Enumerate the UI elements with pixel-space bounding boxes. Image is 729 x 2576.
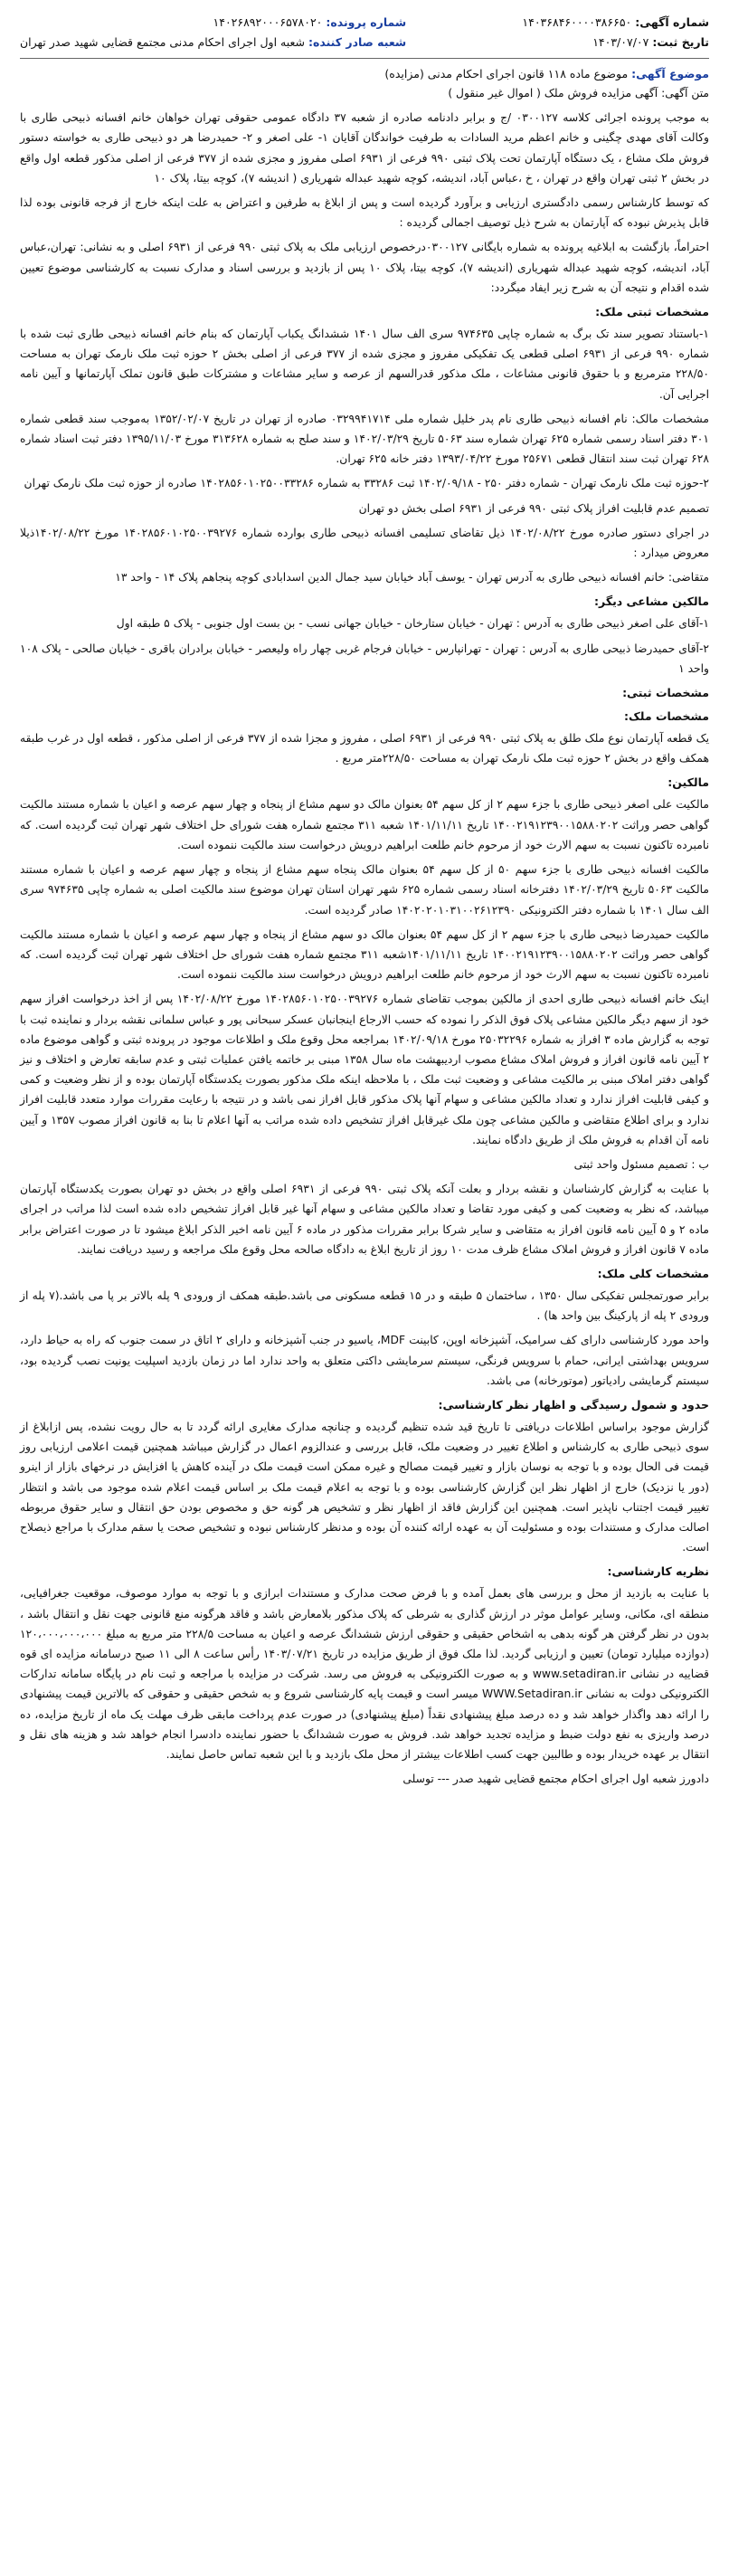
body-paragraph: ۲-حوزه ثبت ملک نارمک تهران - شماره دفتر ۲۵۰ - ۱۴۰۲/۰۹/۱۸ ثبت ۳۳۲۸۶ به شماره ۱۴۰۲۸۵۶۰۱۰۲۵۰۰۳۳۲۸۶ صادره از حوزه ثبت ملک نارمک تهران [24, 477, 709, 490]
notice-date-label: تاریخ ثبت: [652, 35, 709, 49]
subject-text: موضوع ماده ۱۱۸ قانون اجرای احکام مدنی (مزایده) [384, 67, 629, 81]
subject-label: موضوع آگهی: [631, 67, 709, 81]
section-heading-registry: مشخصات ثبتی ملک: [595, 305, 709, 319]
issuing-branch: شعبه اول اجرای احکام مدنی مجتمع قضایی شهید صدر تهران [20, 35, 305, 49]
body-paragraph: که توسط کارشناس رسمی دادگستری ارزیابی و برآورد گردیده است و پس از ابلاغ به طرفین و اعتراض به علت اینکه خارج از فرجه قانونی بوده لذا قابل پذیرش نبوده که آپارتمان به شرح ذیل توصیف اجمالی گردیده : [20, 196, 709, 230]
body-paragraph: تصمیم عدم قابلیت افراز پلاک ثبتی ۹۹۰ فرعی از ۶۹۳۱ اصلی بخش دو تهران [358, 501, 709, 515]
notice-number: ۱۴۰۳۶۸۴۶۰۰۰۰۳۸۶۶۵۰ [522, 15, 632, 29]
section-heading-property: مشخصات ملک: [623, 709, 709, 724]
notice-date: ۱۴۰۳/۰۷/۰۷ [592, 35, 649, 49]
body-paragraph: در اجرای دستور صادره مورخ ۱۴۰۲/۰۸/۲۲ ذیل تقاضای تسلیمی افسانه ذبیحی طاری بوارده شماره ۱۴۰۲۸۵۶۰۱۰۲۵۰۰۳۹۲۷۶ مورخ ۱۴۰۲/۰۸/۲۲ذیلا معروض میدارد : [20, 526, 709, 560]
body-paragraph: متقاضی: خانم افسانه ذبیحی طاری به آدرس تهران - یوسف آباد خیابان سید جمال الدین اسدابادی کوچه پنجاهم پلاک ۱۴ - واحد ۱۳ [115, 571, 709, 585]
body-paragraph: مشخصات مالک: نام افسانه ذبیحی طاری نام پدر خلیل شماره ملی ۰۳۲۹۹۴۱۷۱۴ صادره از تهران در تاریخ ۱۳۵۲/۰۲/۰۷ به‌موجب سند قطعی شماره ۳۰۱ دفتر اسناد رسمی شماره ۶۲۵ تهران شماره سند ۵۰۶۳ تاریخ ۱۴۰۲/۰۳/۲۹ و سند صلح به شماره ۳۱۳۶۲۸ مورخ ۱۳۹۵/۱۱/۰۳ دفتر ثبت اسناد شماره ۶۲۸ تهران ثبت سند انتقال قطعی ۲۵۶۷۱ مورخ ۱۳۹۳/۰۴/۲۲ دفتر خانه ۶۲۵ تهران. [20, 412, 709, 466]
body-heading: متن آگهی: آگهی مزایده فروش ملک ( اموال غیر منقول ) [448, 87, 709, 100]
body-paragraph: گزارش موجود براساس اطلاعات دریافتی تا تاریخ قید شده تنظیم گردیده و چنانچه مدارک مغایری ارائه گردد تا به حال رویت نشده، پس ازابلاغ از سوی ذبیحی طاری به کارشناس و اطلاع تغییر در وضعیت ملک، قابل بررسی و عندالزوم اعمال در گزارش میباشد همچنین قیمت اعلامی ارزیابی روز قیمت فی الحال بوده و با توجه به نوسان بازار و تغییر قیمت مصالح و غیره ممکن است قیمت ملک در آینده کاهش یا افزایش در نرخهای بازار از اینرو (دور یا نزدیک) خارج از اظهار نظر این گزارش کارشناسی بوده و با توجه به اعلام قیمت ملک بر اساس قیمت اعلام شده موجود می باشد و انتظار تغییر قیمت اجتناب ناپذیر است. همچنین این گزارش فاقد از اظهار نظر و تشخیص هر گونه حق و مخصوص بودن حق انتقال و سایر حقوق مربوطه اصالت مدارک و مستندات بوده و مسئولیت آن به عهده ارائه کننده آن بوده و مدنظر کارشناس نبوده و تشخیص صحت یا سقم مدارک با مراجع ذیصلاح است. [20, 1420, 709, 1554]
case-number-label: شماره پرونده: [326, 15, 407, 29]
section-heading-scope: حدود و شمول رسیدگی و اظهار نظر کارشناسی: [438, 1397, 709, 1412]
section-heading-other-owners: مالکین مشاعی دیگر: [594, 594, 709, 609]
body-paragraph: مالکیت حمیدرضا ذبیحی طاری با جزء سهم ۲ از کل سهم ۵۴ بعنوان مالک دو سهم مشاع از پنجاه و چهار سهم عرصه و اعیان با شماره مستند مالکیت گواهی حصر وراثت ۱۴۰۰۲۱۹۱۲۳۹۰۰۱۵۸۸۰۲۰۲ تاریخ ۱۴۰۱/۱۱/۱۱شعبه ۳۱۱ مجتمع شماره هفت شورای حل اختلاف شهر تهران ثبت گردیده است. که نامبرده تاکنون نسبت به سهم الارث خود از مرحوم خانم طلعت ابراهیم درویش درخواست سند مالکیت ننموده است. [20, 927, 709, 982]
body-paragraph: با عنایت به گزارش کارشناسان و نقشه بردار و بعلت آنکه پلاک ثبتی ۹۹۰ فرعی از ۶۹۳۱ اصلی واقع در بخش دو تهران بصورت یکدستگاه آپارتمان میباشد، که نظر به وضعیت کمی و کیفی مورد تقاضا و تعداد مالکین مشاعی و سهام آنها غیر قابل افراز تشخیص داده شده است لذا مراتب در اجرای ماده ۲ و ۵ آیین نامه قانون افراز به متقاضی و سایر شرکا برابر مقررات مذکور در ماده ۶ آیین نامه اخیر الذکر ابلاغ میشود تا در صورت اعتراض برابر ماده ۷ قانون افراز و فروش املاک مشاع ظرف مدت ۱۰ روز از تاریخ ابلاغ به دادگاه صالحه محل وقوع ملک مراجعه و رسید دریافت نمایند. [20, 1183, 709, 1256]
body-paragraph: یک قطعه آپارتمان نوع ملک طلق به پلاک ثبتی ۹۹۰ فرعی از ۶۹۳۱ اصلی ، مفروز و مجزا شده از ۳۷۷ فرعی از اصلی مذکور ، قطعه اول در غرب طبقه همکف واقع در بخش ۲ حوزه ثبت ملک نارمک تهران به مساحت ۲۲۸/۵۰متر مربع . [20, 732, 710, 765]
body-paragraph: اینک خانم افسانه ذبیحی طاری احدی از مالکین بموجب تقاضای شماره ۱۴۰۲۸۵۶۰۱۰۲۵۰۰۳۹۲۷۶ مورخ ۱۴۰۲/۰۸/۲۲ پس از اخذ درخواست افراز سهم خود از سهم دیگر مالکین مشاعی پلاک فوق الذکر را نموده که حسب الارجاع اینجانبان عسکر سبحانی پور و عباس سلمانی نقشه بردار و نماینده ثبت با توجه به گزارش ماده ۳ افراز به شماره ۲۵۰۳۲۲۹۶ مورخ ۱۴۰۲/۰۹/۱۸ بمراجعه محل وقوع ملک و اطلاعات موجود در پرونده ثبتی و گواهی موضوع ماده ۲ آیین نامه قانون افراز و فروش املاک مشاع مصوب اردیبهشت ماه سال ۱۳۵۸ مبنی بر خاتمه یافتن عملیات ثبتی و عدم سابقه تعارض و اختلاف و نیز گواهی دفتر املاک مبنی بر مالکیت مشاعی و وضعیت ثبت ملک ، با ملاحظه اینکه ملک مذکور بصورت یکدستگاه آپارتمان بوده و از نظر وضعیت و کمی و کیفی قابلیت افراز ندارد و تعداد مالکین مشاعی و سهام آنها پلاک مذکور قابل افراز نمی باشد و در نتیجه با رعایت مقررات موارد متعدد قابلیت افراز ندارد و برای اطلاع متقاضی و مالکین مشاعی چون ملک غیرقابل افراز تشخیص داده شده مراتب به آنها اعلام تا بنا به قانون افراز مصوب ۱۳۵۷ و آیین نامه آن اقدام به فروش ملک از طریق دادگاه نمایند. [20, 993, 710, 1146]
notice-subject [20, 64, 709, 83]
body-paragraph: به موجب پرونده اجرائی کلاسه ۰۳۰۰۱۲۷ /ج و برابر دادنامه صادره از شعبه ۳۷ دادگاه عمومی حقوقی تهران خواهان خانم افسانه ذبیحی طاری با وکالت آقای مهدی چگینی و خانم اعظم مرید السادات به طرفیت خواندگان آقایان ۱- علی اصغر و ۲- حمیدرضا هر دو ذبیحی طاری به خواسته دستور فروش ملک مشاع ، یک دستگاه آپارتمان تحت پلاک ثبتی ۹۹۰ فرعی از ۶۹۳۱ اصلی مفروز و مجزی شده از ۳۷۷ فرعی از اصلی مذکور قطعه اول واقع در بخش ۲ ثبتی تهران واقع در تهران ، خ ،عباس آباد، اندیشه، کوچه شهید عبداله شهریاری ( اندیشه ۷)، کوچه بیتا، پلاک ۱۰ [20, 111, 710, 185]
body-paragraph: برابر صورتمجلس تفکیکی سال ۱۳۵۰ ، ساختمان ۵ طبقه و در ۱۵ قطعه مسکونی می باشد.طبقه همکف از ورودی ۹ پله بالاتر بر پا می باشد.(۷ پله از ورودی ۲ پله از پارکینگ بین واحد ها) . [20, 1288, 709, 1323]
body-paragraph: ب : تصمیم مسئول واحد ثبتی [573, 1157, 709, 1171]
body-paragraph: واحد مورد کارشناسی دارای کف سرامیک، آشپزخانه اوپن، کابینت MDF، یاسیو در جنب آشپزخانه و دارای ۲ اتاق در سمت جنوب که راه به حیاط دارد، سرویس بهداشتی ایرانی، حمام با سرویس فرنگی، سیستم سرمایشی داکتی متعلق به واحد ندارد اما در زمان بازدید اسپلیت یونیت نصب گردیده بود، سیستم گرمایشی رادیاتور (موتورخانه) می باشد. [20, 1334, 709, 1387]
notice-body [20, 83, 709, 1764]
signature-line: دادورز شعبه اول اجرای احکام مجتمع قضایی شهید صدر --- توسلی [402, 1773, 709, 1786]
section-heading-opinion: نظریه کارشناسی: [607, 1564, 709, 1579]
issuing-branch-label: شعبه صادر کننده: [308, 35, 407, 49]
header-divider [20, 58, 709, 59]
body-paragraph: مالکیت افسانه ذبیحی طاری با جزء سهم ۵۰ از کل سهم ۵۴ بعنوان مالک پنجاه سهم مشاع از پنجاه و چهار سهم عرصه و اعیان با شماره مستند مالکیت ۵۰۶۳ تاریخ ۱۴۰۲/۰۳/۲۹ دفترخانه اسناد رسمی شماره ۶۲۵ شهر تهران استان تهران موضوع سند مالکیت اصلی به شماره چاپی ۹۷۴۶۳۵ سری الف سال ۱۴۰۱ با شماره دفتر الکترونیکی ۱۴۰۲۰۲۰۱۰۳۱۰۰۲۶۱۲۳۹۰ صادر گردیده است. [20, 863, 710, 917]
issuing-branch-row [20, 33, 406, 52]
notice-number-row [522, 13, 709, 33]
case-number-row [20, 13, 406, 33]
header-left-column [20, 13, 406, 52]
body-paragraph: مالکیت علی اصغر ذبیحی طاری با جزء سهم ۲ از کل سهم ۵۴ بعنوان مالک دو سهم مشاع از پنجاه و چهار سهم عرصه و اعیان با شماره مستند مالکیت گواهی حصر وراثت ۱۴۰۰۲۱۹۱۲۳۹۰۰۱۵۸۸۰۲۰۲ تاریخ ۱۴۰۱/۱۱/۱۱ شعبه ۳۱۱ مجتمع شماره هفت شورای حل اختلاف شهر تهران ثبت گردیده است. که نامبرده تاکنون نسبت به سهم الارث خود از مرحوم خانم طلعت ابراهیم درویش درخواست سند مالکیت ننموده است. [20, 798, 710, 851]
notice-date-row [522, 33, 709, 52]
body-paragraph: احتراماً، بازگشت به ابلاغیه پرونده به شماره بایگانی ۰۳۰۰۱۲۷درخصوص ارزیابی ملک به پلاک ثبتی ۹۹۰ فرعی از ۶۹۳۱ اصلی و به نشانی: تهران،عباس آباد، اندیشه، کوچه شهید عبداله شهریاری (اندیشه ۷)، کوچه بیتا، پلاک ۱۰ پس از بازدید و بررسی اسناد و مدارک نسبت به کارشناسی موضوع تعیین شده اقدام و نتیجه آن به شرح زیر ایفاد میگردد: [20, 241, 709, 294]
section-heading-spec: مشخصات ثبتی: [622, 686, 709, 700]
body-paragraph: ۱-باستناد تصویر سند تک برگ به شماره چاپی ۹۷۴۶۳۵ سری الف سال ۱۴۰۱ ششدانگ یکباب آپارتمان که بنام خانم افسانه ذبیحی طاری ثبت شده با شماره ۹۹۰ فرعی از ۶۹۳۱ اصلی قطعی یک تفکیکی مفروز و مجزی شده از ۳۷۷ فرعی از اصلی بخش ۲ حوزه ثبت ملک نارمک تهران به مساحت ۲۲۸/۵۰ مترمربع و با حقوق قانونی مشاعات ، ملک مذکور قدرالسهم از عرصه و سایر مشاعات و مشترکات طبق قانون تملک آپارتمانها و آیین نامه اجرایی آن. [20, 328, 709, 401]
body-paragraph: ۲-آقای حمیدرضا ذبیحی طاری به آدرس : تهران - تهرانپارس - خیابان فرجام غربی چهار راه ولیعصر - خیابان برادران باقری - خیابان صالحی - پلاک ۱۰۸ واحد ۱ [20, 642, 709, 675]
section-heading-owners: مالکین: [667, 775, 709, 790]
body-paragraph: با عنایت به بازدید از محل و بررسی های بعمل آمده و با فرض صحت مدارک و مستندات ابرازی و با توجه به موارد موصوف، موقعیت جغرافیایی، منطقه ای، مکانی، وسایر عوامل موثر در ارزش گذاری به شرطی که پلاک مذکور بلامعارض باشد و فاقد هرگونه منع قانونی جهت نقل و انتقال باشد ، بدون در نظر گرفتن هر گونه بدهی به اشخاص حقیقی و حقوقی ارزش ششدانگ عرصه و اعیان به مساحت ۲۲۸/۵ متر مربع به مبلغ ۱۲۰،۰۰۰،۰۰۰،۰۰۰ (دوازده میلیارد تومان) تعیین و ارزیابی گردید. لذا ملک فوق از طریق مزایده در تاریخ ۱۴۰۳/۰۷/۲۱ رأس ساعت ۸ الی ۱۱ صبح درسامانه مزایده ای قوه قضاییه در نشانی www.setadiran.ir و به صورت الکترونیکی به فروش می رسد. شرکت در مزایده با مراجعه و ثبت نام در پایگاه سامانه تدارکات الکترونیکی دولت به نشانی WWW.Setadiran.ir میسر است و قیمت پایه کارشناسی شروع و به شخص حقیقی و حقوقی که بالاترین قیمت پیشنهادی را ارائه دهد واگذار خواهد شد و ده درصد مبلغ پیشنهادی نقداً (مبلغ پیشنهادی) در صورت عدم پرداخت مابقی ظرف مهلت یک ماه از تاریخ مزایده، ده درصد واریزی به نفع دولت ضبط و مزایده تجدید خواهد شد. فروش به صورت ششدانگ با حضور نماینده دادسرا انجام خواهد شد و هزینه های نقل و انتقال بر عهده خریدار بوده و طالبین جهت کسب اطلاعات بیشتر از محل ملک بازدید و با این شعبه تماس حاصل نمایند. [20, 1587, 710, 1762]
case-number: ۱۴۰۲۶۸۹۲۰۰۰۶۵۷۸۰۲۰ [213, 15, 323, 29]
notice-number-label: شماره آگهی: [635, 15, 709, 29]
notice-header [20, 13, 709, 52]
section-heading-general: مشخصات کلی ملک: [597, 1266, 709, 1280]
body-paragraph: ۱-آقای علی اصغر ذبیحی طاری به آدرس : تهران - خیابان ستارخان - خیابان جهانی نسب - بن بست اول جنوبی - پلاک ۵ طبقه اول [116, 617, 709, 631]
header-right-column [522, 13, 709, 52]
